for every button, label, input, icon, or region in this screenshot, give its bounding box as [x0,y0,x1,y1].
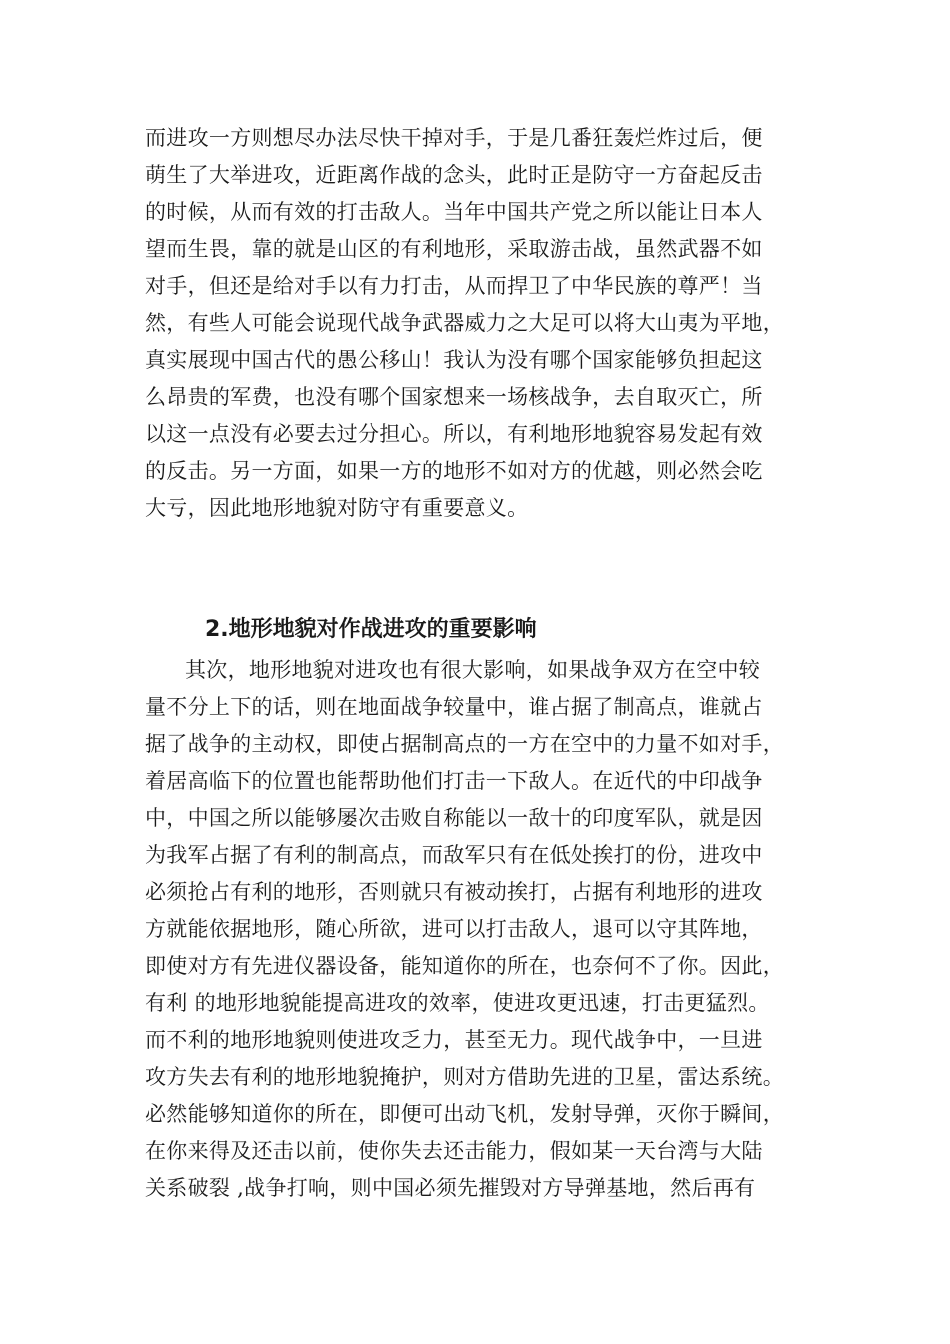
paragraph-line: 在你来得及还击以前，使你失去还击能力，假如某一天台湾与大陆 [145,1139,763,1163]
paragraph-line: 而进攻一方则想尽办法尽快干掉对手，于是几番狂轰烂炸过后，便 [145,126,763,150]
paragraph-line: 关系破裂 ,战争打响，则中国必须先摧毁对方导弹基地，然后再有 [145,1176,756,1200]
paragraph-line: 望而生畏，靠的就是山区的有利地形，采取游击战，虽然武器不如 [145,237,763,261]
section-heading: 2.地形地貌对作战进攻的重要影响 [205,617,537,642]
paragraph-line: 攻方失去有利的地形地貌掩护，则对方借助先进的卫星，雷达系统。 [145,1065,784,1089]
paragraph-line: 方就能依据地形，随心所欲，进可以打击敌人，退可以守其阵地， [145,917,763,941]
paragraph-line: 然，有些人可能会说现代战争武器威力之大足可以将大山夷为平地， [145,311,784,335]
paragraph-line: 对手，但还是给对手以有力打击，从而捍卫了中华民族的尊严！当 [145,274,763,298]
paragraph-line: 有利 的地形地貌能提高进攻的效率，使进攻更迅速，打击更猛烈。 [145,991,770,1015]
paragraph-line: 其次，地形地貌对进攻也有很大影响，如果战争双方在空中较 [185,658,761,682]
paragraph-line: 真实展现中国古代的愚公移山！我认为没有哪个国家能够负担起这 [145,348,763,372]
paragraph-line: 据了战争的主动权，即使占据制高点的一方在空中的力量不如对手， [145,732,784,756]
paragraph-line: 的时候，从而有效的打击敌人。当年中国共产党之所以能让日本人 [145,200,763,224]
paragraph-line: 么昂贵的军费，也没有哪个国家想来一场核战争，去自取灭亡，所 [145,385,763,409]
paragraph-line: 萌生了大举进攻，近距离作战的念头，此时正是防守一方奋起反击 [145,163,763,187]
paragraph-line: 着居高临下的位置也能帮助他们打击一下敌人。在近代的中印战争 [145,769,763,793]
paragraph-line: 即使对方有先进仪器设备，能知道你的所在，也奈何不了你。因此， [145,954,784,978]
paragraph-line: 必然能够知道你的所在，即便可出动飞机，发射导弹，灭你于瞬间， [145,1102,784,1126]
paragraph-line: 以这一点没有必要去过分担心。所以，有利地形地貌容易发起有效 [145,422,763,446]
paragraph-line: 必须抢占有利的地形，否则就只有被动挨打，占据有利地形的进攻 [145,880,763,904]
paragraph-line: 为我军占据了有利的制高点，而敌军只有在低处挨打的份，进攻中 [145,843,763,867]
paragraph-line: 大亏，因此地形地貌对防守有重要意义。 [145,496,529,520]
paragraph-line: 的反击。另一方面，如果一方的地形不如对方的优越，则必然会吃 [145,459,763,483]
paragraph-line: 而不利的地形地貌则使进攻乏力，甚至无力。现代战争中，一旦进 [145,1028,763,1052]
paragraph-line: 中，中国之所以能够屡次击败自称能以一敌十的印度军队，就是因 [145,806,763,830]
paragraph-line: 量不分上下的话，则在地面战争较量中，谁占据了制高点，谁就占 [145,695,763,719]
